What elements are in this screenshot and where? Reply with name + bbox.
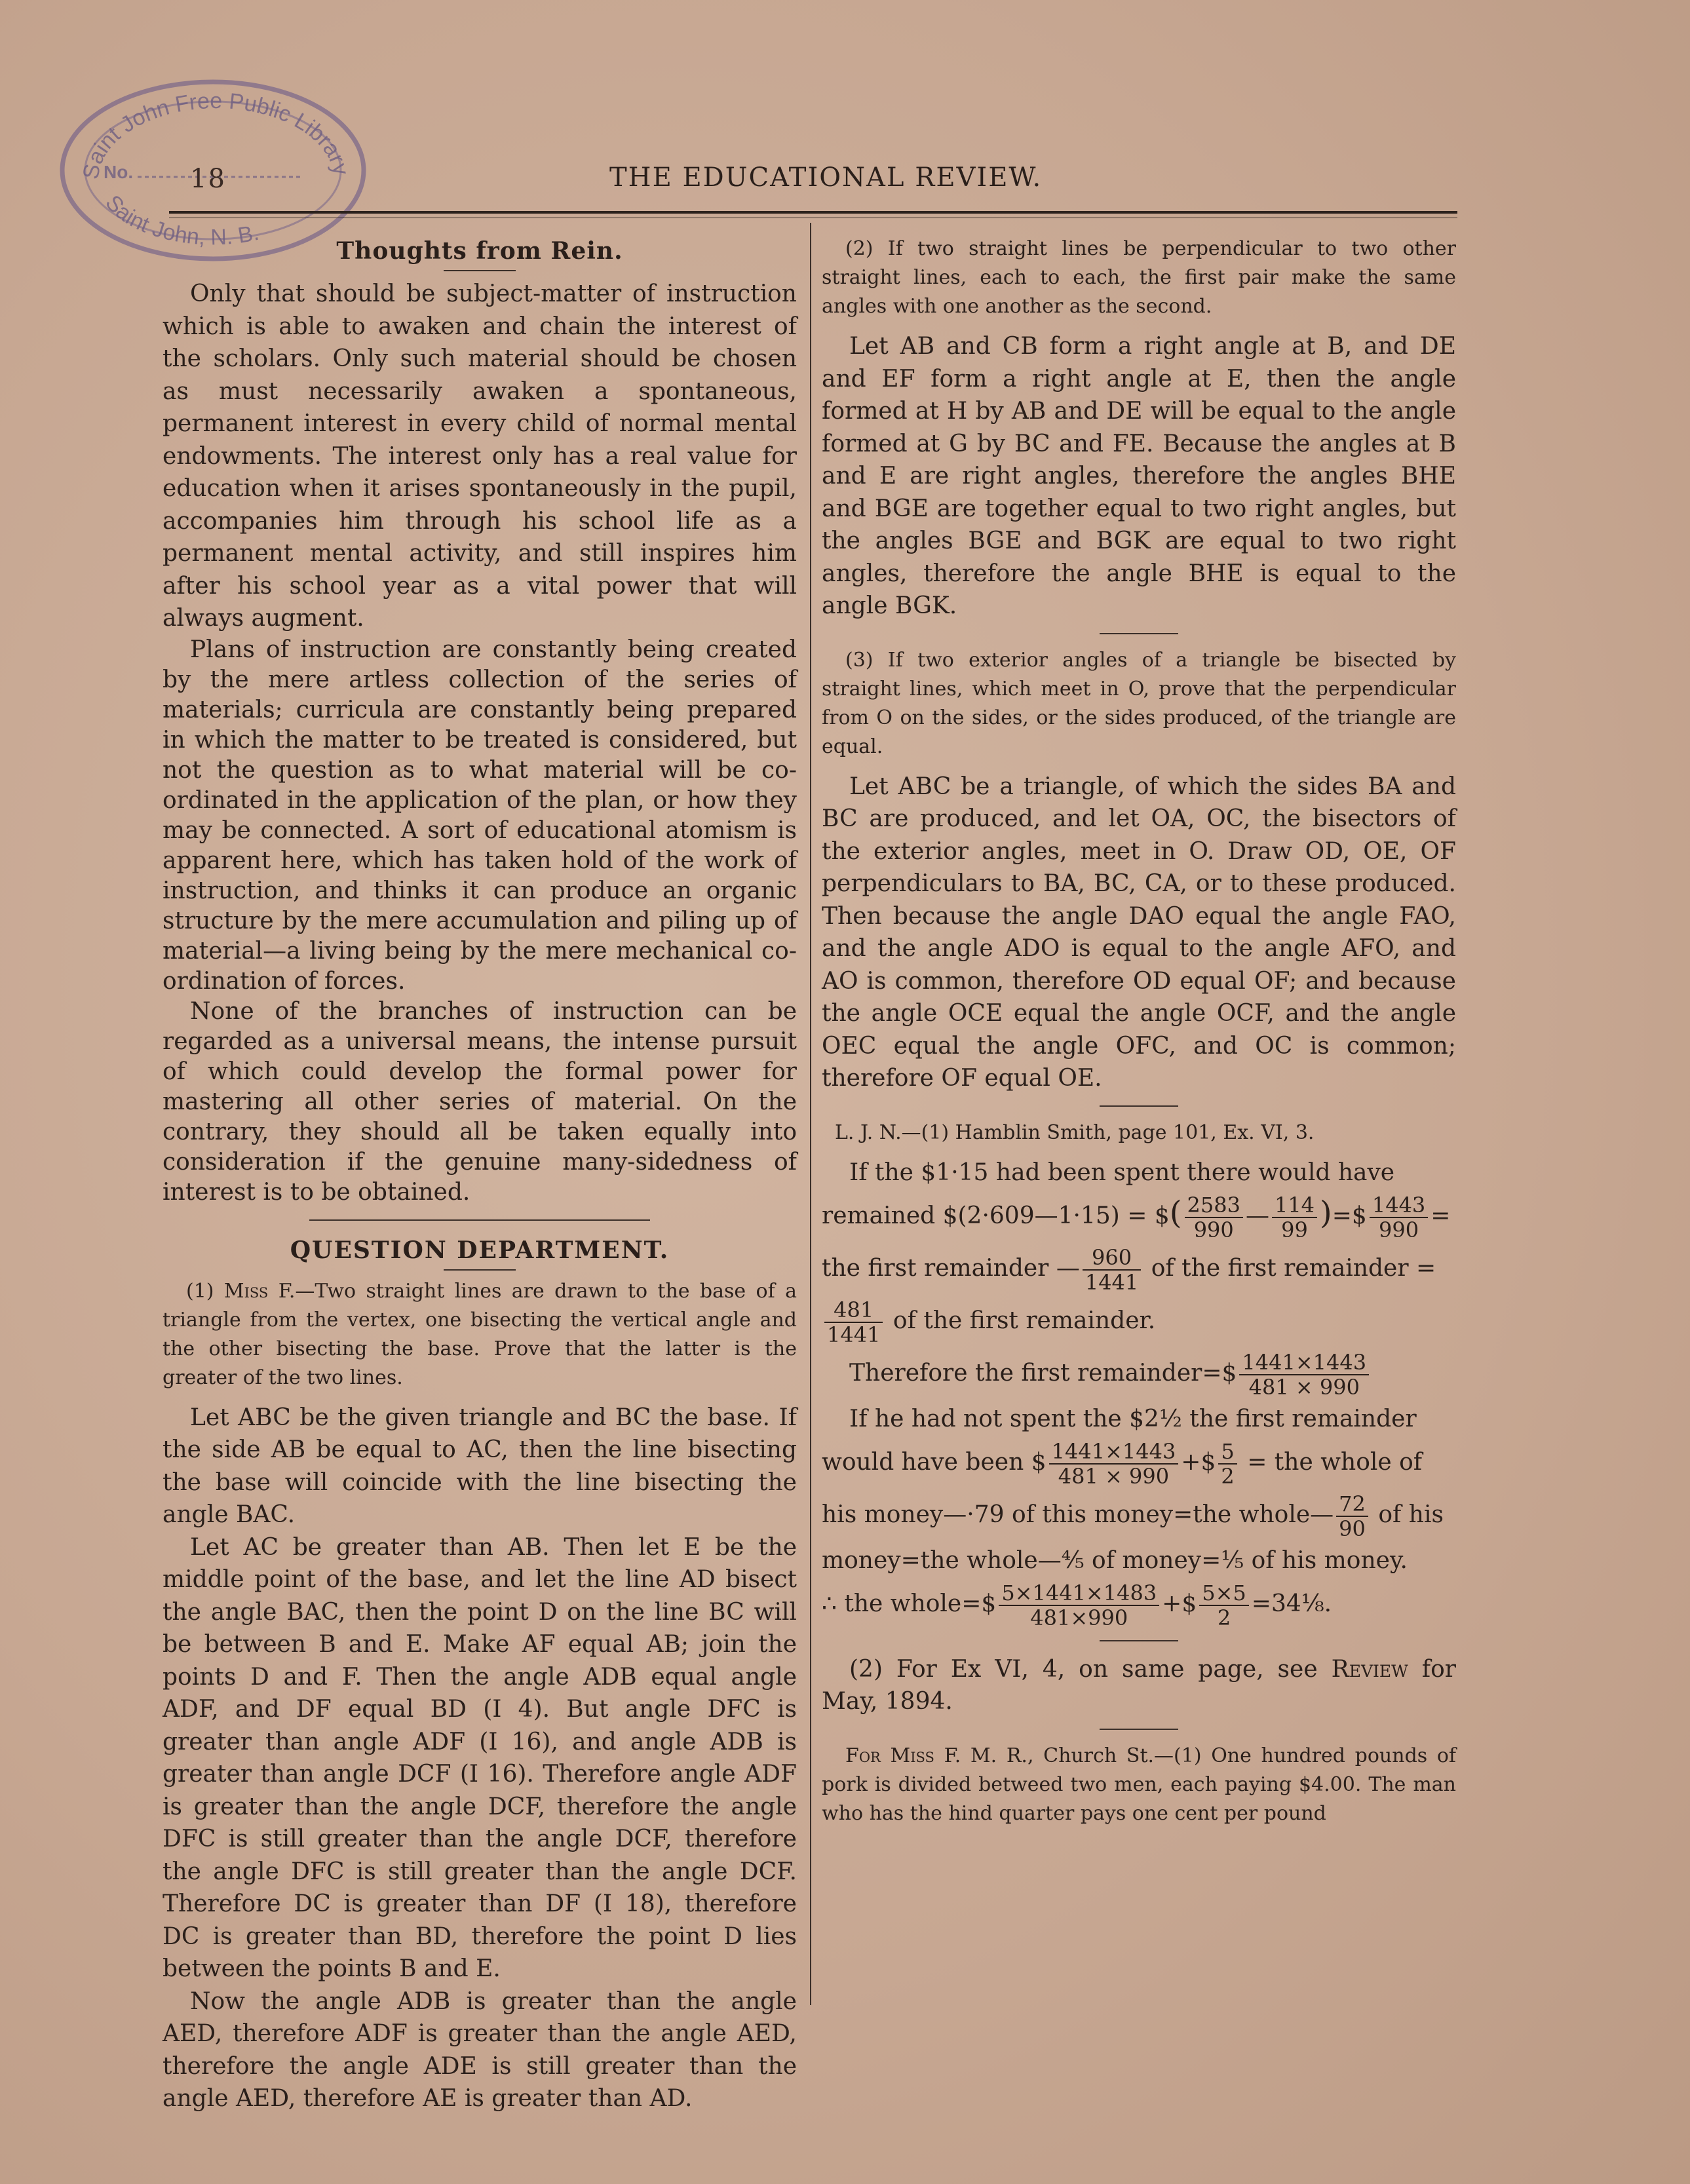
ljn-of-first-text-2: of the first remainder. — [893, 1307, 1156, 1334]
rein-heading: Thoughts from Rein. — [336, 237, 623, 265]
question-1-name: Miss F. — [223, 1279, 296, 1303]
ljn-plus: +$ — [1181, 1448, 1216, 1476]
rein-paragraph-1: Only that should be subject-matter of instruction which is able to awaken and chain the interest of the scholars. Only such material should be chosen as must necessarily awaken a spontaneous, permanent interest in every child of normal mental endowments. The interest only has a real value for education when it arises spontaneously in the pupil, accompanies him through his school life as a permanent mental activity, and still inspires him after his school year as a vital power that will always augment. — [163, 280, 797, 632]
question-department-heading: QUESTION DEPARTMENT. — [290, 1236, 670, 1264]
ljn-line-3 — [822, 1246, 1456, 1294]
answer-1-paragraph-3: Now the angle ADB is greater than the angle AED, therefore ADF is greater than the angle AED, therefore the angle ADE is still greater than the angle AED, therefore AE is greater than AD. — [163, 1987, 797, 2112]
question-2b-review: Review — [1331, 1655, 1408, 1683]
ljn-line-9: money=the whole—⅘ of money=⅕ of his money. — [822, 1546, 1408, 1574]
rein-paragraph-3: None of the branches of instruction can be regarded as a universal means, the intense pursuit of which could develop the formal power for mastering all other series of material. On the contrary, they should all be taken equally into consideration if the genuine many-sidedness of interest is to be obtained. — [163, 997, 797, 1206]
ljn-line-6: If he had not spent the $2½ the first remainder — [849, 1405, 1417, 1432]
ljn-line-8 — [822, 1492, 1456, 1541]
ljn-line-2: remained $(2·609—1·15) = $( $\frac{2583}{990}$ — $\frac{114}{99}$ )=$ $\frac{1443}{990}$ = — [822, 1192, 1451, 1242]
question-1-number: (1) — [186, 1279, 214, 1303]
ljn-first-remainder-text: the first remainder — — [822, 1254, 1080, 1282]
ljn-remained-text: remained $(2·609—1·15) = $ — [822, 1202, 1170, 1229]
ljn-line-4 — [822, 1298, 1456, 1347]
question-1 — [163, 1277, 797, 1392]
rule-after-question-2b — [1100, 1729, 1178, 1730]
ljn-line-5 — [822, 1351, 1456, 1399]
stamp-text-top: Saint John Free Public Library — [78, 88, 354, 182]
fraction-1441x1443-481x990: $\frac{1441\times 1443}{481 \times 990}$ — [1239, 1351, 1369, 1399]
question-2: (2) If two straight lines be perpendicular to two other straight lines, each to each, the first pair make the same angles with one another as the second. — [822, 237, 1456, 318]
answer-2: Let AB and CB form a right angle at B, and DE and EF form a right angle at E, then the angle formed at H by AB and DE will be equal to the angle formed at G by BC and FE. Because the angles at B and E are right angles, therefore the angles BHE and BGE are together equal to two right angles, but the angles BGE and BGK are equal to two right angles, therefore the angle BHE is equal to the angle BGK. — [822, 333, 1456, 619]
page-number: 18 — [190, 164, 226, 194]
ljn-therefore-whole-text: ∴ the whole=$ — [822, 1590, 997, 1617]
fraction-2583-990: $\frac{2583}{990}$ — [1185, 1193, 1243, 1242]
column-divider — [810, 223, 811, 2005]
fraction-big: $\frac{5\times 1441\times 1483}{481\times 990}$ — [999, 1581, 1159, 1630]
ljn-line-1: If the $1·15 had been spent there would have — [849, 1159, 1395, 1186]
fraction-5x5-2: $\frac{5\times 5}{2}$ — [1199, 1581, 1249, 1630]
question-1-text: —Two straight lines are drawn to the base of a triangle from the vertex, one bisecting the vertical angle and the other bisecting the base. Prove that the latter is the greater of the two lines. — [163, 1279, 797, 1389]
fraction-5-2: $\frac{5}{2}$ — [1218, 1440, 1237, 1488]
journal-title: THE EDUCATIONAL REVIEW. — [609, 163, 1043, 193]
question-3: (3) If two exterior angles of a triangle be bisected by straight lines, which meet in O, prove that the perpendicular from O on the sides, or the sides produced, of the triangle are equal. — [822, 648, 1456, 758]
rule-after-answer-3 — [1100, 1105, 1178, 1107]
ljn-whole-of-text: = the whole of — [1247, 1448, 1423, 1476]
header-rule — [169, 211, 1457, 214]
fraction-481-1441: $\frac{481}{1441}$ — [824, 1298, 883, 1347]
left-column — [163, 229, 797, 2115]
ljn-of-his-text: of his — [1378, 1501, 1444, 1528]
fraction-72-90: $\frac{72}{90}$ — [1336, 1492, 1368, 1541]
section-rule — [309, 1219, 650, 1221]
answer-3: Let ABC be a triangle, of which the sides BA and BC are produced, and let OA, OC, the bisectors of the exterior angles, meet in O. Draw OD, OE, OF perpendiculars to BA, BC, CA, or to these produced. Then because the angle DAO equal the angle FAO, and the angle ADO is equal to the angle AFO, and AO is common, therefore OD equal OF; and because the angle OCE equal the angle OCF, and the angle OEC equal the angle OFC, and OC is common; therefore OF equal OE. — [822, 773, 1456, 1092]
question-2b-text-post: for May, 1894. — [822, 1655, 1456, 1715]
question-2b-text-pre: (2) For Ex VI, 4, on same page, see — [849, 1655, 1318, 1683]
right-column — [822, 229, 1456, 1837]
question-2b — [822, 1653, 1456, 1718]
ljn-line-7 — [822, 1440, 1456, 1488]
ljn-money-text-1: his money—·79 of this money=the whole— — [822, 1501, 1334, 1528]
ljn-line-10 — [822, 1581, 1456, 1630]
rule-after-ljn — [1100, 1640, 1178, 1641]
question-fmr — [822, 1742, 1456, 1828]
rein-heading-rule — [444, 270, 516, 271]
ljn-of-first-text: of the first remainder = — [1151, 1254, 1436, 1282]
fraction-960-1441: $\frac{960}{1441}$ — [1083, 1246, 1141, 1294]
ljn-result: =34⅛. — [1251, 1590, 1332, 1617]
question-fmr-name: For Miss F. M. R. — [845, 1744, 1027, 1767]
rule-after-answer-2 — [1100, 633, 1178, 634]
question-heading-rule — [444, 1269, 516, 1271]
answer-1-paragraph-2: Let AC be greater than AB. Then let E be the middle point of the base, and let the line AD bisect the angle BAC, then the point D on the line BC will be between B and E. Make AF equal AB; join the points D and F. Then the angle ADB equal angle ADF, and DF equal BD (I 4). But angle DFC is greater than angle ADF (I 16), and angle ADB is greater than angle DCF (I 16). Therefore angle ADF is greater than the angle DCF, therefore the angle DFC is still greater than the angle DCF, therefore the angle DFC is still greater than the angle DCF. Therefore DC is greater than DF (I 18), therefore DC is greater than BD, therefore the point D lies between the points B and E. — [163, 1533, 797, 1982]
ljn-plus-2: +$ — [1162, 1590, 1197, 1617]
question-fmr-text: , Church St.—(1) One hundred pounds of pork is divided betweed two men, each paying $4.00. The man who has the hind quarter pays one cent per pound — [822, 1744, 1456, 1825]
ljn-therefore-text: Therefore the first remainder=$ — [849, 1359, 1237, 1387]
stamp-text-bottom: Saint John, N. B. — [100, 190, 261, 250]
stamp-label-no: No. — [104, 162, 134, 182]
fraction-1443-990: $\frac{1443}{990}$ — [1370, 1193, 1428, 1242]
answer-1-paragraph-1: Let ABC be the given triangle and BC the base. If the side AB be equal to AC, then the line bisecting the base will coincide with the line bisecting the angle BAC. — [163, 1404, 797, 1528]
fraction-114-99: $\frac{114}{99}$ — [1272, 1193, 1317, 1242]
ljn-heading: L. J. N.—(1) Hamblin Smith, page 101, Ex. VI, 3. — [835, 1121, 1315, 1144]
fraction-1441x1443-481x990-b: $\frac{1441\times 1443}{481 \times 990}$ — [1049, 1440, 1179, 1488]
rein-paragraph-2: Plans of instruction are constantly being created by the mere artless collection of the series of materials; curricula are constantly being prepared in which the matter to be treated is considered, but not the question as to what material will be co-ordinated in the application of the plan, or how they may be connected. A sort of educational atomism is apparent here, which has taken hold of the work of instruction, and thinks it can produce an organic structure by the mere accumulation and piling up of material—a living being by the mere mechanical co-ordination of forces. — [163, 636, 797, 995]
ljn-would-text: would have been $ — [822, 1448, 1047, 1476]
